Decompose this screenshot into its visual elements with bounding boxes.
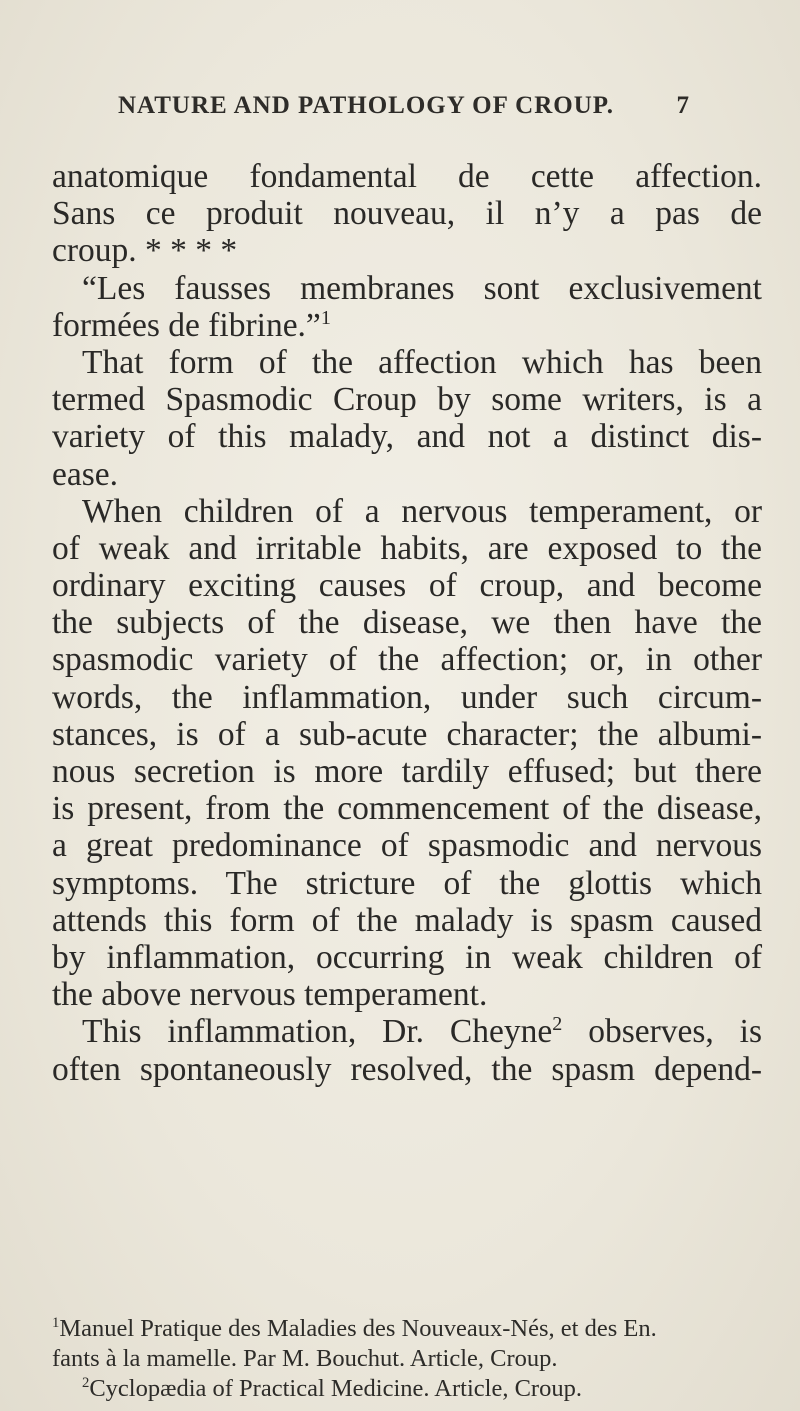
text-line: When children of a nervous temperament, or xyxy=(82,492,762,530)
footnotes xyxy=(52,1314,762,1404)
text-line: words, the inflammation, under such circum- xyxy=(52,678,762,716)
text-line: nous secretion is more tardily effused; but there xyxy=(52,753,762,790)
footnote-reference: 2 xyxy=(552,1013,563,1036)
text-line-fragment: formées de fibrine.” xyxy=(52,306,321,344)
text-line: symptoms. The stricture of the glottis which xyxy=(52,864,762,902)
text-line: stances, is of a sub-acute character; the albumi- xyxy=(52,715,762,753)
footnote-1 xyxy=(52,1314,762,1344)
text-line: anatomique fondamental de cette affection. xyxy=(52,158,762,195)
text-line: a great predominance of spasmodic and nervous xyxy=(52,827,762,865)
text-line: variety of this malady, and not a distinct dis- xyxy=(52,418,762,456)
text-line: is present, from the commencement of the disease, xyxy=(52,790,762,828)
text-line: “Les fausses membranes sont exclusivement xyxy=(82,269,762,307)
text-line: the subjects of the disease, we then have the xyxy=(52,604,762,642)
text-line: often spontaneously resolved, the spasm depend- xyxy=(52,1050,762,1088)
text-line: That form of the affection which has been xyxy=(82,343,762,381)
footnote-reference: 1 xyxy=(320,306,331,329)
footnote-mark: 1 xyxy=(52,1314,60,1331)
text-line: spasmodic variety of the affection; or, in other xyxy=(52,641,762,679)
footnote-text: Manuel Pratique des Maladies des Nouveaux-Nés, et des En. xyxy=(59,1315,657,1342)
text-line: termed Spasmodic Croup by some writers, is a xyxy=(52,381,762,419)
text-line: ease. xyxy=(52,455,119,493)
running-head-title: NATURE AND PATHOLOGY OF CROUP. xyxy=(118,92,614,119)
running-head xyxy=(118,92,690,132)
text-line: Sans ce produit nouveau, il n’y a pas de xyxy=(52,195,762,233)
text-line xyxy=(52,307,762,344)
footnote-2 xyxy=(52,1374,762,1404)
text-line-fragment: observes, is xyxy=(562,1013,762,1051)
text-line-fragment: This inflammation, Dr. Cheyne xyxy=(82,1013,553,1051)
footnote-text: Cyclopædia of Practical Medicine. Article, Croup. xyxy=(89,1375,582,1402)
text-line: attends this form of the malady is spasm caused xyxy=(52,901,762,939)
body-text xyxy=(52,158,762,1088)
text-line: by inflammation, occurring in weak children of xyxy=(52,938,762,976)
text-line: of weak and irritable habits, are exposed to the xyxy=(52,529,762,567)
text-line: the above nervous temperament. xyxy=(52,976,488,1014)
text-line: ordinary exciting causes of croup, and become xyxy=(52,567,762,605)
text-line xyxy=(52,1013,762,1050)
text-line: croup. * * * * xyxy=(52,232,238,270)
footnote-mark: 2 xyxy=(82,1374,90,1391)
page-number: 7 xyxy=(676,92,690,119)
footnote-1-continued: fants à la mamelle. Par M. Bouchut. Article, Croup. xyxy=(52,1345,558,1372)
